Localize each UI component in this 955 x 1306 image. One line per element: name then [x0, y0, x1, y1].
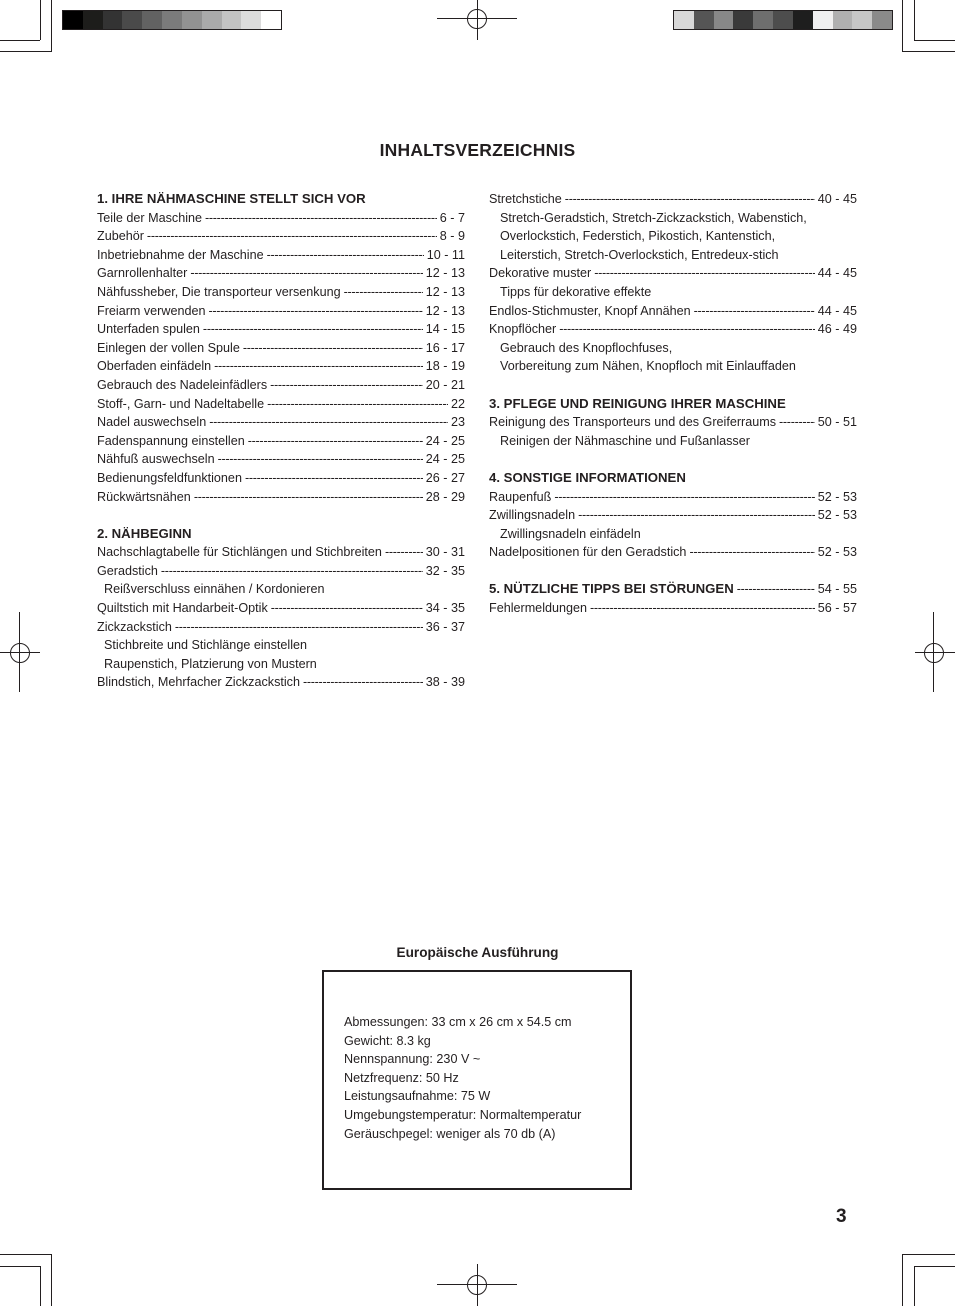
toc-entry [97, 450, 465, 469]
color-swatch [261, 11, 281, 29]
toc-entry-title: Stoff-, Garn- und Nadeltabelle [97, 396, 265, 411]
toc-page-range: 44 - 45 [817, 266, 857, 281]
toc-page-range: 14 - 15 [425, 322, 465, 337]
spec-line: Abmessungen: 33 cm x 26 cm x 54.5 cm [344, 1015, 572, 1029]
toc-subentry: Gebrauch des Knopflochfuses, [500, 340, 673, 355]
color-swatch [714, 11, 734, 29]
toc-page-range: 40 - 45 [817, 192, 857, 206]
registration-line [477, 0, 478, 40]
toc-entry-title: Zickzackstich [97, 619, 172, 634]
toc-page-range: 36 - 37 [425, 619, 465, 634]
toc-subentry: Zwillingsnadeln einfädeln [500, 526, 641, 541]
spec-line: Geräuschpegel: weniger als 70 db (A) [344, 1126, 556, 1141]
color-swatch [793, 11, 813, 29]
registration-line [477, 1264, 478, 1306]
toc-dot-leader [161, 562, 423, 581]
toc-page-range: 52 - 53 [817, 508, 857, 523]
toc-entry [489, 320, 857, 339]
toc-dot-leader [267, 246, 424, 265]
crop-mark [0, 40, 40, 41]
toc-entry [489, 543, 857, 562]
toc-page-range: 38 - 39 [425, 675, 465, 690]
crop-mark [0, 51, 52, 52]
color-swatch [813, 11, 833, 29]
toc-dot-leader [689, 543, 814, 562]
toc-spacer [489, 450, 857, 469]
toc-page-range: 46 - 49 [817, 322, 857, 337]
spec-line: Umgebungstemperatur: Normaltemperatur [344, 1107, 582, 1122]
spec-line: Gewicht: 8.3 kg [344, 1033, 431, 1048]
toc-subentry: Stichbreite und Stichlänge einstellen [104, 638, 308, 653]
spec-box [322, 970, 632, 1190]
spec-line: Netzfrequenz: 50 Hz [344, 1070, 459, 1085]
toc-page-range: 16 - 17 [425, 340, 465, 355]
toc-entry [97, 395, 465, 414]
toc-entry [489, 506, 857, 525]
crop-mark [902, 1254, 903, 1306]
toc-entry-title: Blindstich, Mehrfacher Zickzackstich [97, 675, 300, 690]
toc-entry-title: Knopflöcher [489, 322, 557, 337]
toc-entry-title: Zubehör [97, 229, 144, 244]
crop-mark [902, 0, 903, 52]
color-swatch [852, 11, 872, 29]
spec-list [344, 1013, 581, 1143]
color-swatch [182, 11, 202, 29]
toc-entry [97, 357, 465, 376]
toc-page-range: 34 - 35 [425, 601, 465, 616]
crop-mark [0, 1254, 52, 1255]
toc-dot-leader [385, 543, 423, 562]
toc-dot-leader [565, 190, 815, 209]
toc-entry [97, 209, 465, 228]
toc-page-range: 22 [450, 396, 465, 411]
toc-dot-leader [194, 488, 423, 507]
toc-entry-title: Rückwärtsnähen [97, 489, 191, 504]
toc-subentry: Leiterstich, Stretch-Overlockstich, Entredeux-stich [500, 247, 779, 262]
toc-entry [489, 488, 857, 507]
toc-entry-title: Quiltstich mit Handarbeit-Optik [97, 601, 268, 616]
toc-page-range: 12 - 13 [425, 303, 465, 318]
toc-entry [97, 283, 465, 302]
toc-entry-title: Fadenspannung einstellen [97, 433, 245, 448]
toc-spacer [489, 376, 857, 395]
crop-mark [51, 0, 52, 52]
toc-entry-title: Reinigung des Transporteurs und des Greiferraums [489, 415, 777, 430]
toc-dot-leader [203, 320, 423, 339]
crop-mark [914, 1266, 955, 1267]
color-swatch [753, 11, 773, 29]
toc-dot-leader [243, 339, 423, 358]
toc-page-range: 44 - 45 [817, 303, 857, 318]
toc-page-range: 6 - 7 [439, 210, 465, 225]
toc-subentry: Reinigen der Nähmaschine und Fußanlasser [500, 433, 750, 448]
color-bar-left [62, 10, 282, 30]
crop-mark [914, 40, 955, 41]
toc-subentry: Raupenstich, Platzierung von Mustern [104, 656, 317, 671]
toc-entry [97, 432, 465, 451]
page-title: INHALTSVERZEICHNIS [379, 140, 576, 160]
toc-entry [97, 618, 465, 637]
toc-left-column [97, 190, 465, 692]
toc-dot-leader [248, 432, 423, 451]
toc-dot-leader [303, 673, 423, 692]
toc-page-range: 12 - 13 [425, 284, 465, 299]
toc-entry [97, 488, 465, 507]
toc-page-range: 30 - 31 [425, 545, 465, 560]
toc-entry-title: Bedienungsfeldfunktionen [97, 470, 242, 485]
color-swatch [142, 11, 162, 29]
crop-mark [0, 1266, 40, 1267]
toc-dot-leader [779, 413, 815, 432]
toc-dot-leader [245, 469, 423, 488]
crop-mark [40, 0, 41, 40]
toc-entry-title: Teile der Maschine [97, 210, 202, 225]
toc-entry [489, 264, 857, 283]
toc-entry-title: Stretchstiche [489, 192, 562, 206]
toc-entry [97, 227, 465, 246]
crop-mark [914, 0, 915, 40]
toc-page-range: 54 - 55 [817, 582, 857, 597]
toc-dot-leader [594, 264, 815, 283]
toc-subentry: Stretch-Geradstich, Stretch-Zickzackstich, Wabenstich, [500, 210, 807, 225]
color-swatch [162, 11, 182, 29]
toc-page-range: 12 - 13 [425, 266, 465, 281]
toc-page-range: 10 - 11 [426, 247, 465, 262]
toc-subentry: Overlockstich, Federstich, Pikostich, Kantenstich, [500, 229, 776, 244]
toc-spacer [489, 562, 857, 581]
color-swatch [872, 11, 892, 29]
toc-dot-leader [578, 506, 815, 525]
registration-mark-icon [10, 643, 30, 663]
color-swatch [103, 11, 123, 29]
toc-entry [97, 339, 465, 358]
toc-page-range: 56 - 57 [817, 601, 857, 616]
toc-dot-leader [209, 413, 448, 432]
toc-entry [97, 562, 465, 581]
toc-section-heading: 2. NÄHBEGINN [97, 525, 192, 541]
toc-page-range: 32 - 35 [425, 563, 465, 578]
toc-section-heading: 1. IHRE NÄHMASCHINE STELLT SICH VOR [97, 191, 366, 206]
color-swatch [674, 11, 694, 29]
color-swatch [833, 11, 853, 29]
toc-entry [489, 599, 857, 618]
toc-dot-leader [267, 395, 448, 414]
registration-mark-icon [924, 643, 944, 663]
toc-entry [97, 302, 465, 321]
registration-line [0, 652, 40, 653]
toc-page-range: 26 - 27 [425, 470, 465, 485]
toc-entry-title: Raupenfuß [489, 489, 552, 504]
toc-dot-leader [554, 488, 814, 507]
color-swatch [83, 11, 103, 29]
toc-dot-leader [271, 599, 423, 618]
spec-line: Leistungsaufnahme: 75 W [344, 1089, 491, 1104]
toc-dot-leader [270, 376, 423, 395]
toc-subentry: Tipps für dekorative effekte [500, 284, 652, 299]
toc-dot-leader [344, 283, 423, 302]
toc-subentry: Reißverschluss einnähen / Kordonieren [104, 582, 325, 597]
color-swatch [733, 11, 753, 29]
color-swatch [122, 11, 142, 29]
toc-entry-title: Nähfussheber, Die transporteur versenkung [97, 284, 341, 299]
color-swatch [773, 11, 793, 29]
toc-entry-title: Zwillingsnadeln [489, 508, 576, 523]
european-version-label: Europäische Ausführung [396, 945, 559, 960]
toc-dot-leader [190, 264, 422, 283]
toc-entry-title: Unterfaden spulen [97, 322, 200, 337]
toc-right-column [489, 190, 857, 618]
toc-entry-title: Fehlermeldungen [489, 601, 588, 616]
toc-subentry: Vorbereitung zum Nähen, Knopfloch mit Einlauffaden [500, 359, 796, 374]
toc-entry-title: Inbetriebnahme der Maschine [97, 247, 264, 262]
toc-dot-leader [559, 320, 815, 339]
toc-dot-leader [147, 227, 437, 246]
toc-entry [97, 543, 465, 562]
color-swatch [63, 11, 83, 29]
registration-line [933, 612, 934, 692]
toc-section-heading: 4. SONSTIGE INFORMATIONEN [489, 469, 686, 485]
toc-dot-leader [218, 450, 423, 469]
color-bar-right [673, 10, 893, 30]
registration-line [19, 612, 20, 692]
color-swatch [222, 11, 242, 29]
toc-page-range: 52 - 53 [817, 489, 857, 504]
toc-dot-leader [694, 302, 815, 321]
toc-entry-title: Endlos-Stichmuster, Knopf Annähen [489, 303, 691, 318]
toc-entry [97, 673, 465, 692]
toc-page-range: 24 - 25 [425, 452, 465, 467]
toc-entry [97, 264, 465, 283]
crop-mark [51, 1254, 52, 1306]
toc-page-range: 24 - 25 [425, 433, 465, 448]
crop-mark [902, 51, 955, 52]
color-swatch [694, 11, 714, 29]
toc-spacer [97, 506, 465, 525]
toc-entry [489, 190, 857, 209]
toc-page-range: 18 - 19 [425, 359, 465, 374]
toc-entry-title: Nachschlagtabelle für Stichlängen und Stichbreiten [97, 545, 382, 560]
toc-entry-title: Oberfaden einfädeln [97, 359, 212, 374]
toc-entry-title: Einlegen der vollen Spule [97, 340, 240, 355]
toc-entry [97, 246, 465, 265]
spec-line: Nennspannung: 230 V ~ [344, 1052, 481, 1067]
toc-entry-title: 5. NÜTZLICHE TIPPS BEI STÖRUNGEN [489, 581, 734, 597]
toc-entry-title: Garnrollenhalter [97, 266, 188, 281]
toc-dot-leader [214, 357, 423, 376]
crop-mark [40, 1266, 41, 1306]
toc-page-range: 8 - 9 [439, 229, 465, 244]
toc-dot-leader [737, 580, 815, 599]
toc-entry-title: Geradstich [97, 563, 158, 578]
toc-dot-leader [175, 618, 423, 637]
registration-line [915, 652, 955, 653]
toc-entry-title: Freiarm verwenden [97, 303, 206, 318]
toc-entry [489, 302, 857, 321]
toc-entry-title: Nadel auswechseln [97, 415, 207, 430]
toc-page-range: 23 [450, 415, 465, 430]
color-swatch [202, 11, 222, 29]
toc-entry-title: Nadelpositionen für den Geradstich [489, 545, 687, 560]
toc-entry [97, 413, 465, 432]
toc-section-heading [489, 580, 857, 599]
toc-page-range: 52 - 53 [817, 545, 857, 560]
toc-page-range: 50 - 51 [817, 415, 857, 430]
crop-mark [902, 1254, 955, 1255]
crop-mark [914, 1266, 915, 1306]
toc-entry [97, 599, 465, 618]
color-swatch [241, 11, 261, 29]
toc-entry [97, 469, 465, 488]
page-number: 3 [836, 1206, 847, 1227]
toc-entry [97, 320, 465, 339]
toc-entry [489, 413, 857, 432]
toc-page-range: 20 - 21 [425, 377, 465, 392]
toc-section-heading: 3. PFLEGE UND REINIGUNG IHRER MASCHINE [489, 395, 786, 411]
toc-dot-leader [209, 302, 423, 321]
toc-entry [97, 376, 465, 395]
toc-entry-title: Gebrauch des Nadeleinfädlers [97, 377, 268, 392]
toc-entry-title: Nähfuß auswechseln [97, 452, 215, 467]
toc-dot-leader [205, 209, 437, 228]
toc-entry-title: Dekorative muster [489, 266, 592, 281]
toc-page-range: 28 - 29 [425, 489, 465, 504]
toc-dot-leader [590, 599, 815, 618]
